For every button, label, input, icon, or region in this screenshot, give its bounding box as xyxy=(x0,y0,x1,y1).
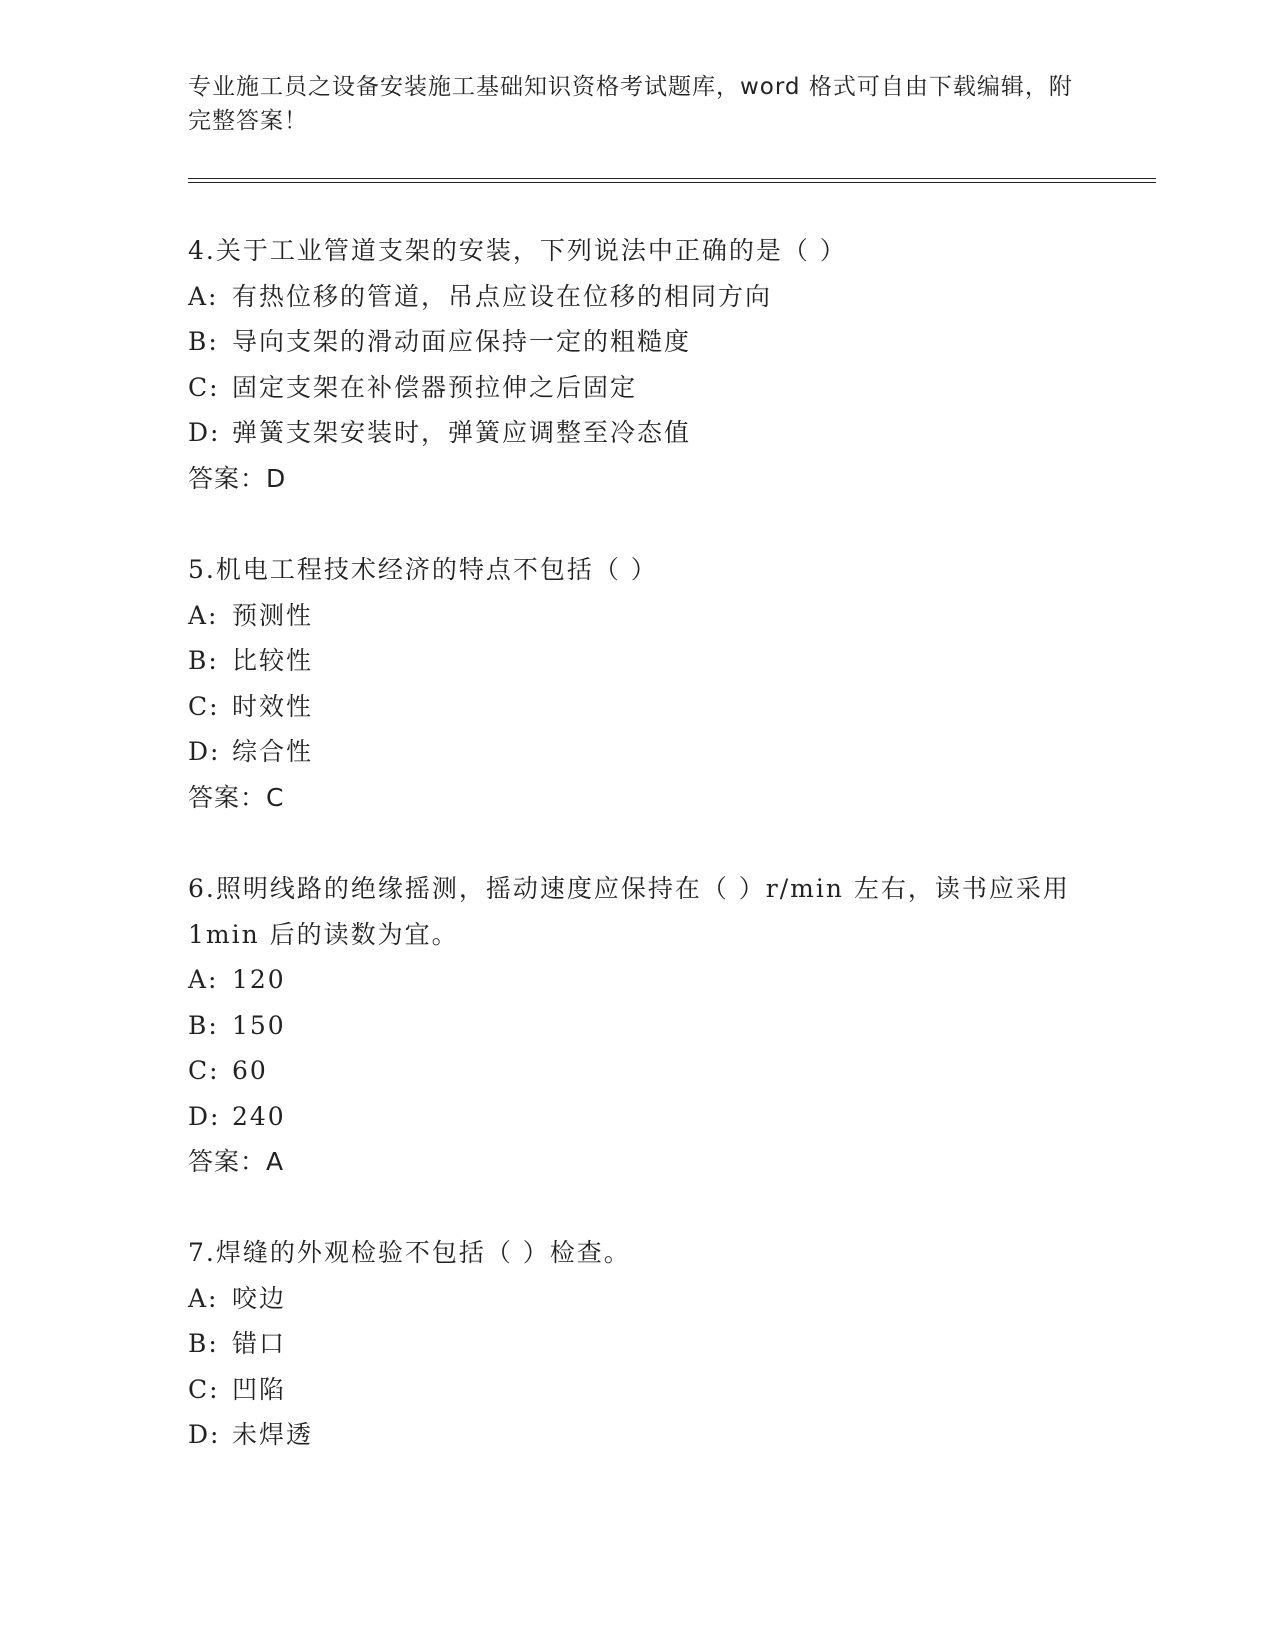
option-d xyxy=(188,1412,1118,1458)
answer-line: 答案：A xyxy=(188,1147,285,1176)
option-text: 综合性 xyxy=(232,737,314,766)
option-letter: D: xyxy=(188,1420,221,1449)
option-b xyxy=(188,1003,1118,1049)
question-4 xyxy=(188,228,1118,501)
option-text: 有热位移的管道，吊点应设在位移的相同方向 xyxy=(232,281,773,311)
question-6 xyxy=(188,866,1118,1185)
header-rule-top xyxy=(188,178,1156,179)
option-letter: C: xyxy=(188,372,220,402)
header-rule-bottom xyxy=(188,182,1156,183)
option-c xyxy=(188,1367,1118,1413)
option-letter: C: xyxy=(188,691,220,721)
option-letter: A: xyxy=(188,281,219,311)
option-b xyxy=(188,638,1118,684)
option-text: 固定支架在补偿器预拉伸之后固定 xyxy=(232,372,638,402)
option-text: 咬边 xyxy=(232,1283,287,1313)
option-text: 时效性 xyxy=(232,691,314,721)
option-c xyxy=(188,365,1118,411)
option-text: 凹陷 xyxy=(232,1374,287,1404)
question-stem: 4.关于工业管道支架的安装，下列说法中正确的是（ ） xyxy=(188,236,847,265)
option-c xyxy=(188,684,1118,730)
option-text: 60 xyxy=(232,1056,268,1085)
option-letter: C: xyxy=(188,1374,220,1404)
option-d xyxy=(188,729,1118,775)
option-c xyxy=(188,1048,1118,1094)
option-text: 预测性 xyxy=(232,600,314,630)
option-a xyxy=(188,957,1118,1003)
option-letter: B: xyxy=(188,1329,219,1358)
option-text: 240 xyxy=(232,1101,286,1131)
option-b xyxy=(188,319,1118,365)
answer-line: 答案：C xyxy=(188,782,285,812)
option-letter: B: xyxy=(188,327,219,356)
option-letter: A: xyxy=(188,965,219,994)
question-stem: 5.机电工程技术经济的特点不包括（ ） xyxy=(188,555,658,584)
option-text: 150 xyxy=(232,1010,286,1040)
question-stem: 7.焊缝的外观检验不包括（ ）检查。 xyxy=(188,1238,631,1267)
option-letter: D: xyxy=(188,1101,221,1131)
question-5 xyxy=(188,547,1118,820)
answer-line: 答案：D xyxy=(188,463,287,493)
question-7 xyxy=(188,1230,1118,1458)
option-a xyxy=(188,593,1118,639)
option-letter: C: xyxy=(188,1056,220,1085)
option-text: 120 xyxy=(232,965,286,994)
option-text: 错口 xyxy=(232,1329,287,1358)
option-letter: B: xyxy=(188,646,219,675)
option-letter: D: xyxy=(188,418,221,447)
option-text: 比较性 xyxy=(232,646,314,675)
option-text: 导向支架的滑动面应保持一定的粗糙度 xyxy=(232,327,692,356)
option-text: 未焊透 xyxy=(232,1420,314,1449)
option-letter: A: xyxy=(188,600,219,630)
option-d xyxy=(188,1094,1118,1140)
option-a xyxy=(188,274,1118,320)
option-d xyxy=(188,410,1118,456)
document-header: 专业施工员之设备安装施工基础知识资格考试题库，word 格式可自由下载编辑，附完整答案！ xyxy=(188,74,1073,134)
option-letter: D: xyxy=(188,737,221,766)
question-stem: 6.照明线路的绝缘摇测，摇动速度应保持在（ ）r/min 左右，读书应采用 1min 后的读数为宜。 xyxy=(188,874,1070,949)
option-b xyxy=(188,1321,1118,1367)
option-a xyxy=(188,1276,1118,1322)
option-text: 弹簧支架安装时，弹簧应调整至冷态值 xyxy=(232,418,692,447)
option-letter: A: xyxy=(188,1283,219,1313)
option-letter: B: xyxy=(188,1010,219,1040)
